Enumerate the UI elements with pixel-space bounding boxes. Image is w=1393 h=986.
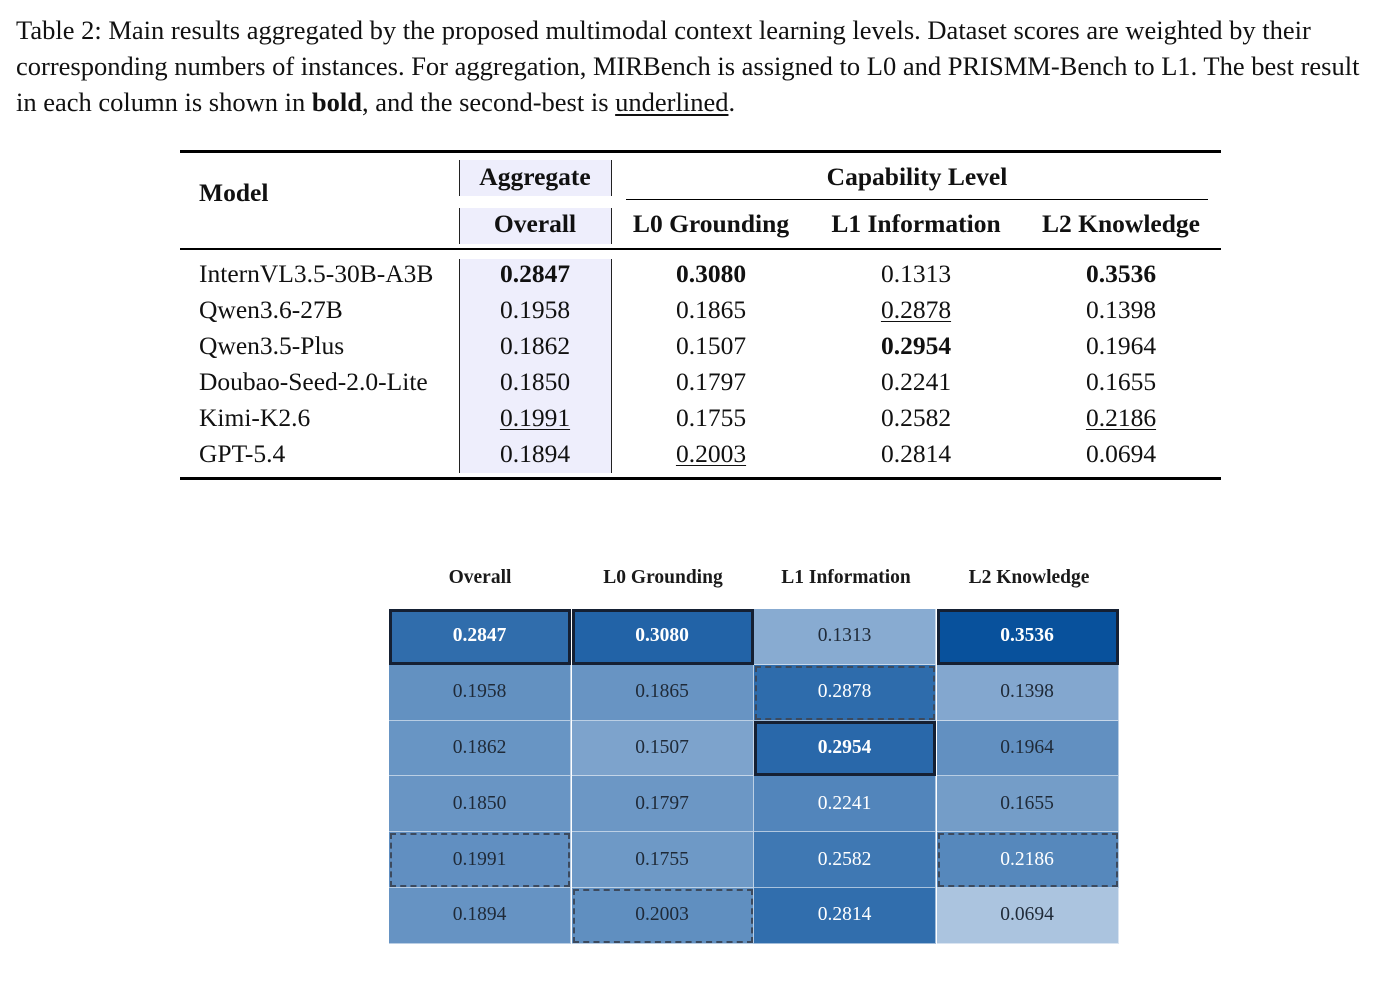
table-cell-r0-c3: 0.3536 [1085, 259, 1157, 288]
heatmap-cell-r4-c3: 0.2186 [937, 832, 1119, 888]
table-cell-r3-c1: 0.1797 [675, 367, 747, 396]
table-cell-r1-c3: 0.1398 [1085, 295, 1157, 324]
heatmap-cell-r2-c2: 0.2954 [754, 721, 936, 777]
heatmap-cell-r4-c2: 0.2582 [754, 832, 936, 888]
heatmap-cell-r3-c3: 0.1655 [937, 776, 1119, 832]
table-cell-r2-c1: 0.1507 [675, 331, 747, 360]
caption-prefix: Table 2: Main results aggregated by the proposed multimodal context learning levels. Dataset scores are weighted by their corresponding numbers of instances. For aggregation, MIRBench is assigned to L0 and PRISMM-Bench to L1. The best result in each column is shown in [16, 15, 1360, 117]
heatmap-cell-r3-c1: 0.1797 [572, 776, 754, 832]
heatmap-cell-r3-c2: 0.2241 [754, 776, 936, 832]
table-cell-r1-c0: 0.1958 [499, 295, 571, 324]
heatmap-cell-r0-c1: 0.3080 [572, 609, 754, 665]
overall-left-line [459, 208, 460, 244]
results-table [180, 150, 1221, 482]
table-cell-r0-c0: 0.2847 [499, 259, 571, 288]
table-cell-r2-c2: 0.2954 [880, 331, 952, 360]
table-caption [16, 12, 1381, 120]
table-cell-r5-c0: 0.1894 [499, 439, 571, 468]
table-cell-r4-c2: 0.2582 [880, 403, 952, 432]
table-cell-r0-c1: 0.3080 [675, 259, 747, 288]
aggregate-right-line [611, 160, 612, 196]
table-cell-r1-c2: 0.2878 [880, 295, 952, 324]
table-cell-r5-c1: 0.2003 [675, 439, 747, 468]
table-cell-r4-c1: 0.1755 [675, 403, 747, 432]
table-cell-r2-c3: 0.1964 [1085, 331, 1157, 360]
table-cell-r4-c0: 0.1991 [499, 403, 571, 432]
aggregate-header: Aggregate [479, 162, 591, 191]
aggregate-left-line [459, 160, 460, 196]
table-cell-r5-c2: 0.2814 [880, 439, 952, 468]
table-model-3: Doubao-Seed-2.0-Lite [199, 367, 428, 396]
heatmap-cell-r5-c1: 0.2003 [572, 888, 754, 944]
heatmap-col-l0: L0 Grounding [603, 567, 723, 588]
body-right-line [611, 259, 612, 473]
col-header-l2: L2 Knowledge [1042, 209, 1200, 238]
heatmap-cell-r3-c0: 0.1850 [389, 776, 571, 832]
caption-suffix: . [728, 87, 736, 117]
heatmap-cell-r5-c0: 0.1894 [389, 888, 571, 944]
capability-cmidrule [626, 199, 1208, 200]
top-rule [180, 150, 1221, 153]
heatmap-cell-r0-c0: 0.2847 [389, 609, 571, 665]
heatmap-col-overall: Overall [448, 567, 512, 588]
heatmap-cell-r1-c2: 0.2878 [754, 665, 936, 721]
heatmap-cell-r1-c1: 0.1865 [572, 665, 754, 721]
heatmap-cell-r2-c1: 0.1507 [572, 721, 754, 777]
heatmap-cell-r2-c3: 0.1964 [937, 721, 1119, 777]
overall-right-line [611, 208, 612, 244]
table-model-5: GPT-5.4 [199, 439, 286, 468]
heatmap-col-l2: L2 Knowledge [968, 567, 1090, 588]
caption-underline-word: underlined [615, 87, 729, 117]
heatmap-cell-r4-c0: 0.1991 [389, 832, 571, 888]
heatmap-cell-r0-c3: 0.3536 [937, 609, 1119, 665]
heatmap-col-l1: L1 Information [781, 567, 911, 588]
table-cell-r1-c1: 0.1865 [675, 295, 747, 324]
table-model-1: Qwen3.6-27B [199, 295, 343, 324]
table-cell-r3-c3: 0.1655 [1085, 367, 1157, 396]
col-header-l1: L1 Information [831, 209, 1001, 238]
caption-bold-word: bold [311, 87, 362, 117]
heatmap-cell-r1-c0: 0.1958 [389, 665, 571, 721]
heatmap-cell-r1-c3: 0.1398 [937, 665, 1119, 721]
table-cell-r0-c2: 0.1313 [880, 259, 952, 288]
bottom-rule [180, 477, 1221, 480]
table-cell-r3-c0: 0.1850 [499, 367, 571, 396]
heatmap-cell-r5-c2: 0.2814 [754, 888, 936, 944]
table-model-0: InternVL3.5-30B-A3B [199, 259, 434, 288]
heatmap-cell-r4-c1: 0.1755 [572, 832, 754, 888]
table-cell-r5-c3: 0.0694 [1085, 439, 1157, 468]
heatmap-cell-r5-c3: 0.0694 [937, 888, 1119, 944]
col-header-overall: Overall [493, 209, 577, 238]
table-model-4: Kimi-K2.6 [199, 403, 311, 432]
col-header-l0: L0 Grounding [632, 209, 790, 238]
table-cell-r4-c3: 0.2186 [1085, 403, 1157, 432]
caption-middle: , and the second-best is [361, 87, 616, 117]
model-header: Model [199, 178, 269, 207]
table-cell-r3-c2: 0.2241 [880, 367, 952, 396]
body-left-line [459, 259, 460, 473]
heatmap-cell-r0-c2: 0.1313 [754, 609, 936, 665]
capability-header: Capability Level [826, 162, 1008, 191]
table-cell-r2-c0: 0.1862 [499, 331, 571, 360]
table-model-2: Qwen3.5-Plus [199, 331, 345, 360]
mid-rule [180, 248, 1221, 250]
heatmap-cell-r2-c0: 0.1862 [389, 721, 571, 777]
